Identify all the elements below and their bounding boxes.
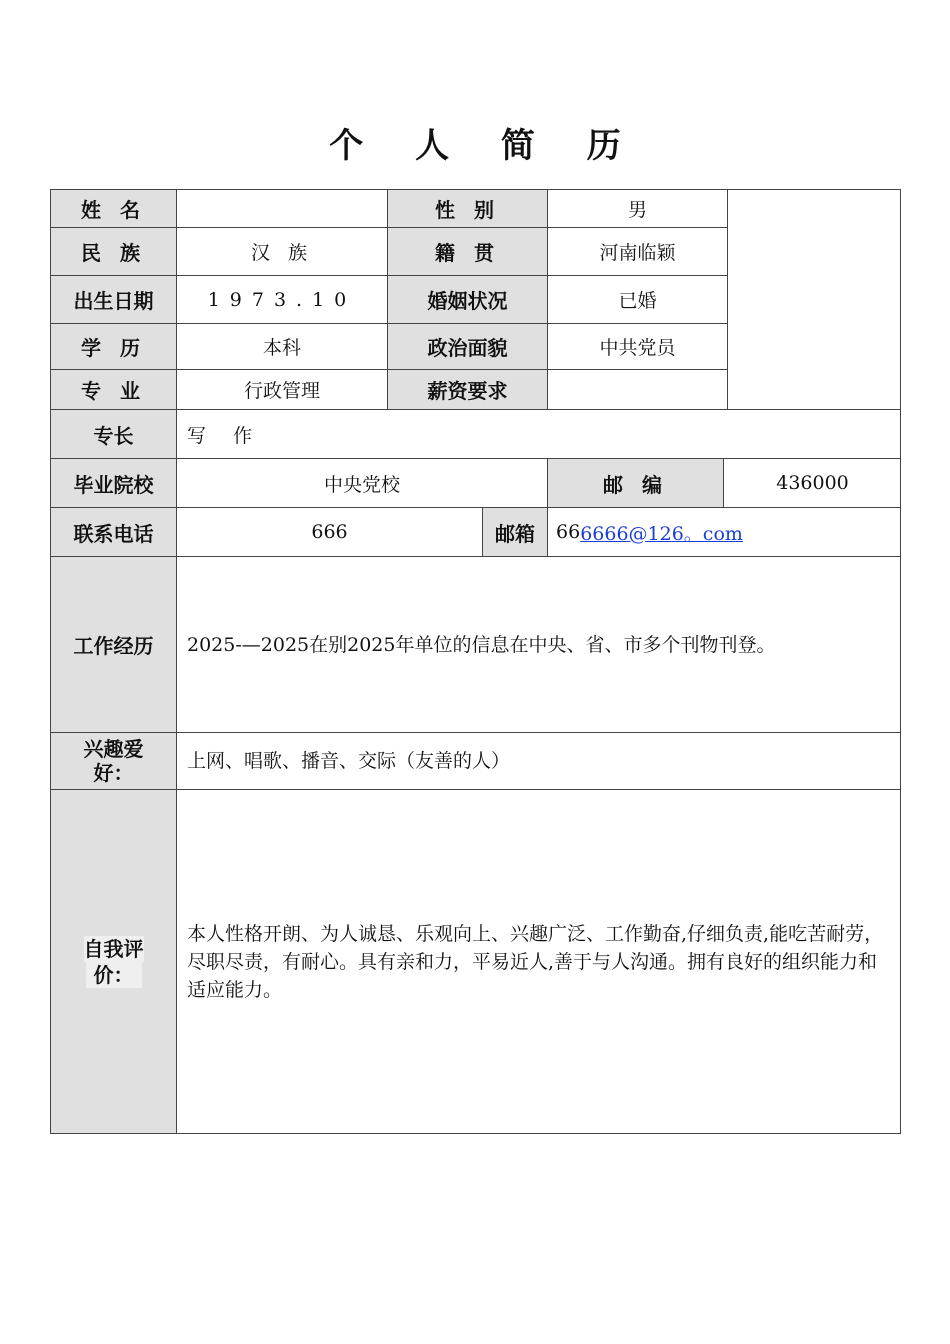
phone-value: 666 — [176, 507, 482, 556]
email-link[interactable]: 6666@126。com — [580, 522, 743, 545]
hobbies-label-line1: 兴趣爱 — [83, 737, 144, 761]
political-status-label: 政治面貌 — [387, 323, 547, 369]
school-label: 毕业院校 — [50, 458, 176, 507]
self-evaluation-label-line1: 自我评 — [83, 937, 144, 961]
self-evaluation-label — [50, 789, 176, 1134]
name-label: 姓 名 — [50, 189, 176, 227]
native-place-value: 河南临颖 — [547, 227, 727, 275]
work-experience-label: 工作经历 — [50, 556, 176, 732]
table-bottom-border — [50, 1133, 901, 1134]
page-title: 个 人 简 历 — [329, 126, 641, 166]
email-value — [547, 507, 901, 556]
salary-value — [547, 369, 727, 409]
birth-date-value: 1973.10 — [176, 275, 387, 323]
birth-date-label: 出生日期 — [50, 275, 176, 323]
political-status-value: 中共党员 — [547, 323, 727, 369]
table-right-border — [900, 189, 901, 1134]
school-value: 中央党校 — [176, 458, 547, 507]
marital-status-value: 已婚 — [547, 275, 727, 323]
postcode-label: 邮 编 — [547, 458, 723, 507]
education-label: 学 历 — [50, 323, 176, 369]
major-label: 专 业 — [50, 369, 176, 409]
native-place-label: 籍 贯 — [387, 227, 547, 275]
gender-label: 性 别 — [387, 189, 547, 227]
ethnicity-label: 民 族 — [50, 227, 176, 275]
self-evaluation-label-line2: 价： — [86, 962, 142, 988]
photo-area — [727, 189, 901, 409]
education-value: 本科 — [176, 323, 387, 369]
salary-label: 薪资要求 — [387, 369, 547, 409]
phone-label: 联系电话 — [50, 507, 176, 556]
self-evaluation-value: 本人性格开朗、为人诚恳、乐观向上、兴趣广泛、工作勤奋,仔细负责,能吃苦耐劳，尽职尽责，有耐心。具有亲和力，平易近人,善于与人沟通。拥有良好的组织能力和适应能力。 — [176, 789, 901, 1134]
major-value: 行政管理 — [176, 369, 387, 409]
hobbies-label-line2: 好： — [93, 761, 134, 785]
work-experience-value: 2025-—2025在别2025年单位的信息在中央、省、市多个刊物刊登。 — [176, 556, 901, 732]
ethnicity-value: 汉 族 — [176, 227, 387, 275]
email-prefix: 66 — [556, 521, 581, 543]
marital-status-label: 婚姻状况 — [387, 275, 547, 323]
specialty-label: 专长 — [50, 409, 176, 458]
gender-value: 男 — [547, 189, 727, 227]
email-label: 邮箱 — [482, 507, 547, 556]
hobbies-value: 上网、唱歌、播音、交际（友善的人） — [176, 732, 901, 789]
specialty-value: 写 作 — [176, 409, 901, 458]
postcode-value: 436000 — [723, 458, 901, 507]
hobbies-label — [50, 732, 176, 789]
name-value — [176, 189, 387, 227]
